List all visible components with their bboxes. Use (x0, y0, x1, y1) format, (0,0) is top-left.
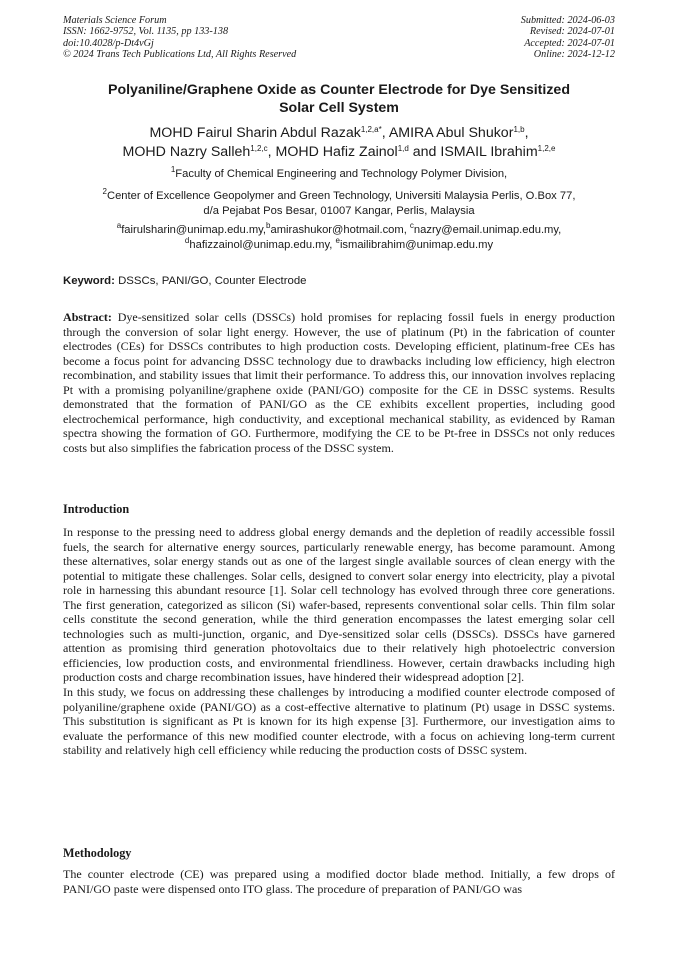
author-affil-sup: 1,d (397, 143, 409, 153)
author-affil-sup: 1,2,c (250, 143, 268, 153)
email-link[interactable]: hafizzainol@unimap.edu.my (189, 239, 330, 251)
paper-title (63, 81, 615, 117)
email-line: $^d$hafizzainol@unimap.edu.my, $^e$ismailibrahim@unimap.edu.my (184, 236, 494, 251)
journal-header-left (63, 15, 296, 61)
paragraph: The counter electrode (CE) was prepared using a modified doctor blade method. Initially, a few drops of PANI/GO paste were dispensed onto ITO glass. The procedure of preparation of PANI/GO was (63, 867, 615, 896)
email-link[interactable]: ismailibrahim@unimap.edu.my (339, 239, 494, 251)
affiliation-1 (63, 167, 615, 182)
email-sup: a (116, 221, 122, 230)
email-line: $^a$fairulsharin@unimap.edu.my,$^b$amirashukor@hotmail.com, $^c$nazry@email.unimap.edu.my, (116, 221, 562, 236)
online-date: Online: 2024-12-12 (533, 49, 615, 61)
author-name: AMIRA Abul Shukor (388, 125, 514, 141)
author-emails (63, 223, 615, 253)
author-affil-sup: 1,2,e (537, 143, 556, 153)
abstract-label: Abstract: (63, 310, 112, 324)
title-line: Solar Cell System (279, 100, 399, 116)
abstract-paragraph (63, 310, 615, 455)
doi-line: doi:10.4028/p-Dt4vGj (63, 37, 154, 49)
author-name: MOHD Fairul Sharin Abdul Razak (149, 125, 361, 141)
email-sup: c (409, 221, 414, 230)
journal-name: Materials Science Forum (63, 15, 167, 26)
email-sup: e (335, 236, 340, 245)
paragraph: In response to the pressing need to address global energy demands and the depletion of readily accessible fossil fuels, the search for alternative energy sources, particularly renewable energy, has become paramount. Among these alternatives, solar energy stands out as one of the largest single available sources of clean energy with the potential to mitigate these challenges. Solar cells, designed to convert solar energy into electricity, play a pivotal role in harnessing this abundant resource [1]. Solar cell technology has evolved through three core generations. The first generation, categorized as silicon (Si) wafer-based, represents conventional solar cells. Thin film solar cells constitute the second generation, while the third generation encompasses the latest emerging solar cell technologies such as multi-junction, organic, and Dye-sensitized solar cells (DSSCs). DSSCs have garnered attention as promising third generation photovoltaics due to their relatively high photoelectric conversion efficiencies, low production costs, and environmental friendliness. However, certain drawbacks including high production costs and charge recombination issues, have hindered their widespread adoption [2]. (63, 525, 615, 685)
introduction-heading: Introduction (63, 502, 130, 516)
affil-text: Faculty of Chemical Engineering and Technology Polymer Division, (175, 168, 508, 180)
journal-header-right (521, 15, 615, 61)
email-link[interactable]: fairulsharin@unimap.edu.my (121, 224, 263, 236)
abstract-text: Dye-sensitized solar cells (DSSCs) hold promises for replacing fossil fuels in energy production through the conversion of solar light energy. However, the use of platinum (Pt) in the fabrication of counter electrodes (CEs) for DSSCs contributes to high production costs. Developing efficient, platinum-free CEs has become a focus point for advancing DSSC technology due to drawbacks including low efficiency, high electron recombination, and stability issues that limit their performance. To address this, our innovation involves replacing Pt with a promising polyaniline/graphene oxide (PANI/GO) composite for the CE in DSSC systems. Results demonstrated that the formation of PANI/GO as the CE exhibits excellent properties, including good electrochemical performance, high conductivity, and exceptional mechanical stability, as evidenced by Raman spectra showing the formation of GO. Furthermore, modifying the CE to be Pt-free in DSSCs not only reduces costs but also simplifies the fabrication process of the DSSC system. (63, 310, 616, 455)
author-line: MOHD Fairul Sharin Abdul Razak$^{1,2,a*}$, AMIRA Abul Shukor$^{1,b}$, (149, 125, 529, 141)
introduction-body (63, 525, 615, 758)
affil-sup: 2 (102, 187, 107, 196)
abstract (63, 310, 615, 455)
copyright-line: © 2024 Trans Tech Publications Ltd, All Rights Reserved (63, 49, 297, 61)
affil-text: Center of Excellence Geopolymer and Green Technology, Universiti Malaysia Perlis, O.Box 77, (107, 190, 576, 202)
email-link[interactable]: nazry@email.unimap.edu.my (413, 224, 559, 236)
email-sup: b (266, 221, 271, 230)
affil-sup: 1 (170, 165, 176, 174)
author-list (63, 124, 615, 161)
keyword-label: Keyword: (63, 275, 115, 287)
methodology-heading: Methodology (63, 846, 132, 860)
keywords (63, 274, 615, 289)
author-joiner: and (412, 143, 437, 160)
submitted-date: Submitted: 2024-06-03 (520, 15, 615, 26)
email-link[interactable]: amirashukor@hotmail.com (270, 224, 404, 236)
issn-line: ISSN: 1662-9752, Vol. 1135, pp 133-138 (63, 26, 229, 38)
email-sup: d (184, 236, 190, 245)
accepted-date: Accepted: 2024-07-01 (524, 37, 615, 49)
revised-date: Revised: 2024-07-01 (529, 26, 615, 38)
paragraph: In this study, we focus on addressing these challenges by introducing a modified counter electrode composed of polyaniline/graphene oxide (PANI/GO) as a cost-effective alternative to platinum (Pt) usage in DSSC systems. This substitution is significant as Pt is known for its high expense [3]. Furthermore, our investigation aims to evaluate the performance of this new modified counter electrode, with a focus on achieving long-term current stability and relatively high cell efficiency while reducing the production costs of DSSC system. (63, 685, 615, 758)
methodology-body (63, 867, 615, 896)
author-affil-sup: 1,2,a* (360, 125, 382, 134)
affil-line (63, 189, 615, 204)
author-line: MOHD Nazry Salleh$^{1,2,c}$, MOHD Hafiz Zainol$^{1,d}$ and ISMAIL Ibrahim$^{1,2,e}$ (122, 143, 556, 160)
affiliation-2 (63, 189, 615, 219)
author-name: MOHD Nazry Salleh (122, 143, 251, 160)
keyword-text: DSSCs, PANI/GO, Counter Electrode (118, 275, 307, 287)
affil-line: d/a Pejabat Pos Besar, 01007 Kangar, Perlis, Malaysia (203, 205, 475, 217)
author-name: ISMAIL Ibrahim (440, 143, 538, 160)
author-affil-sup: 1,b (513, 125, 525, 134)
title-line: Polyaniline/Graphene Oxide as Counter Electrode for Dye Sensitized (107, 82, 570, 98)
author-name: MOHD Hafiz Zainol (275, 143, 398, 160)
